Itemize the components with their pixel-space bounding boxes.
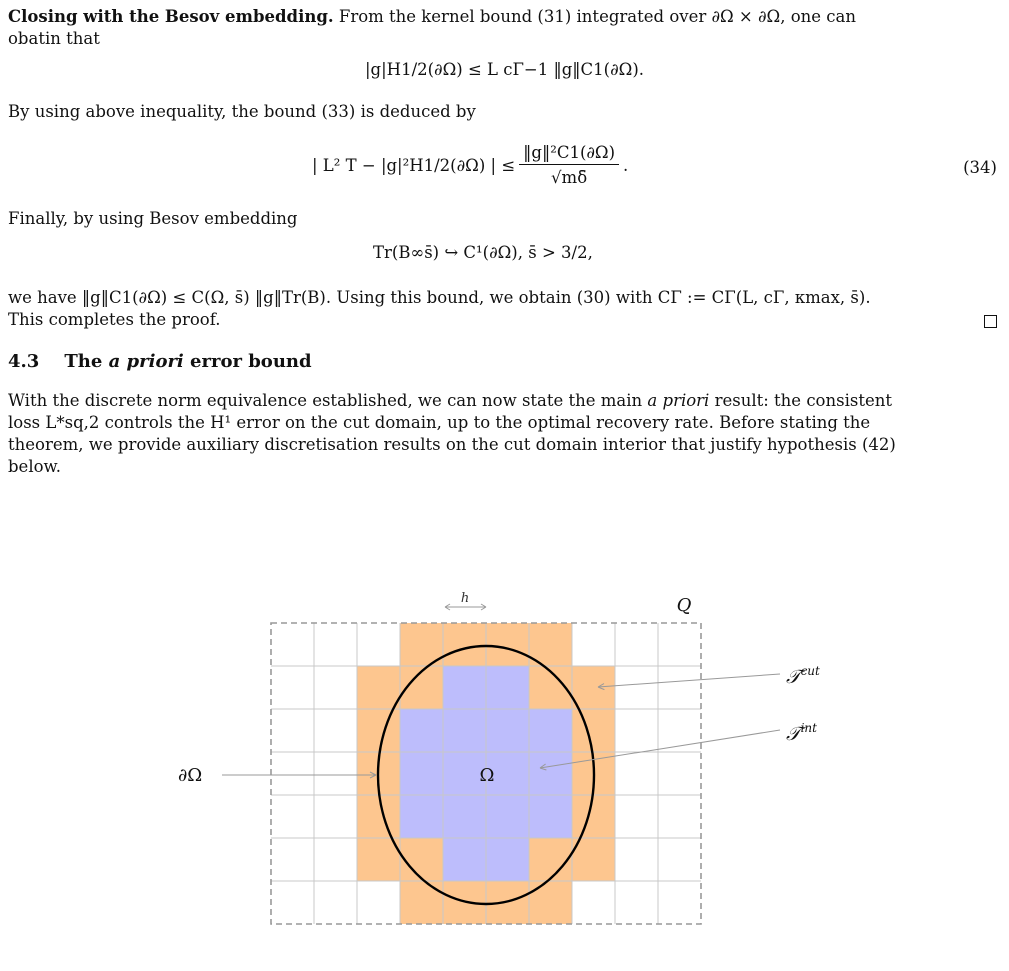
cut-cell bbox=[572, 709, 615, 752]
equation-number-34: (34) bbox=[963, 158, 997, 177]
paragraph-emphasis: a priori bbox=[647, 391, 710, 410]
cut-cell bbox=[529, 838, 572, 881]
paragraph-text: From the kernel bound (31) integrated over ∂Ω × ∂Ω, one can bbox=[333, 7, 856, 26]
equation-34: | L² T − |g|²H1/2(∂Ω) | ≤ $\frac{\text{‖g‖²C1(∂Ω)}}{√m\deltā}$ . bbox=[312, 143, 629, 187]
label-h: h bbox=[460, 591, 470, 606]
cut-cell bbox=[400, 881, 443, 924]
interior-cell bbox=[400, 709, 443, 752]
label-q: Q bbox=[676, 595, 692, 616]
equation-trace-bound: |g|H1/2(∂Ω) ≤ L cΓ−1 ‖g‖C1(∂Ω). bbox=[365, 60, 645, 79]
interior-cell bbox=[443, 666, 486, 709]
tcut-arrow bbox=[598, 674, 780, 687]
label-tint-superscript: int bbox=[800, 721, 817, 735]
interior-cell bbox=[400, 795, 443, 838]
interior-cell bbox=[529, 709, 572, 752]
cut-cell bbox=[357, 709, 400, 752]
cut-cell bbox=[529, 881, 572, 924]
interior-cell bbox=[486, 666, 529, 709]
section-title-emphasis: a priori bbox=[108, 351, 184, 372]
paragraph-besov: Finally, by using Besov embedding bbox=[8, 209, 298, 228]
cut-cell bbox=[572, 838, 615, 881]
paragraph-line-2: loss L*sq,2 controls the H¹ error on the cut domain, up to the optimal recovery rate. Before stating the bbox=[8, 413, 871, 432]
interior-cell bbox=[443, 709, 486, 752]
paragraph-text: With the discrete norm equivalence established, we can now state the main bbox=[8, 391, 648, 410]
interior-cell bbox=[529, 752, 572, 795]
paragraph-continuation: obatin that bbox=[8, 29, 100, 48]
interior-cell bbox=[443, 838, 486, 881]
section-number: 4.3 bbox=[8, 351, 40, 372]
section-title-pre: The bbox=[64, 351, 109, 372]
equation-34-numerator: ‖g‖²C1(∂Ω) bbox=[519, 143, 619, 165]
label-tcut bbox=[786, 664, 820, 688]
cut-cell bbox=[357, 795, 400, 838]
paragraph-line-3: theorem, we provide auxiliary discretisation results on the cut domain interior that justify hypothesis (42) bbox=[8, 435, 896, 454]
paragraph-deduce: By using above inequality, the bound (33) is deduced by bbox=[8, 102, 476, 121]
paragraph-line-4: below. bbox=[8, 457, 61, 476]
equation-34-lhs: | L² T − |g|²H1/2(∂Ω) | ≤ bbox=[312, 155, 516, 175]
label-tint-symbol: 𝒯 bbox=[786, 723, 801, 745]
label-tcut-superscript: cut bbox=[800, 664, 820, 678]
equation-besov-embedding: Tr(B∞s̄) ↪ C¹(∂Ω), s̄ > 3/2, bbox=[373, 243, 593, 262]
paragraph-conclusion: we have ‖g‖C1(∂Ω) ≤ C(Ω, s̄) ‖g‖Tr(B). Using this bound, we obtain (30) with CΓ := CΓ(L, cΓ, κmax, s̄). bbox=[8, 288, 871, 307]
equation-34-denominator: √mδ̄ bbox=[551, 168, 588, 187]
section-title-post: error bound bbox=[183, 351, 312, 372]
interior-cell bbox=[486, 795, 529, 838]
paragraph-lead: Closing with the Besov embedding. bbox=[8, 7, 334, 26]
interior-cell bbox=[486, 709, 529, 752]
cut-cell bbox=[400, 838, 443, 881]
paragraph-text: result: the consistent bbox=[709, 391, 892, 410]
label-tcut-symbol: 𝒯 bbox=[786, 666, 801, 688]
label-boundary: ∂Ω bbox=[178, 765, 203, 786]
interior-cell bbox=[443, 795, 486, 838]
cut-cell bbox=[572, 666, 615, 709]
paragraph-completes: This completes the proof. bbox=[8, 310, 221, 329]
label-tint bbox=[786, 721, 817, 745]
cut-cell bbox=[486, 623, 529, 666]
cut-cell bbox=[357, 666, 400, 709]
interior-cell bbox=[486, 838, 529, 881]
interior-cell bbox=[400, 752, 443, 795]
label-omega: Ω bbox=[479, 765, 495, 786]
interior-cell bbox=[529, 795, 572, 838]
cut-cell bbox=[443, 623, 486, 666]
cut-cell bbox=[357, 838, 400, 881]
cut-cell bbox=[572, 795, 615, 838]
